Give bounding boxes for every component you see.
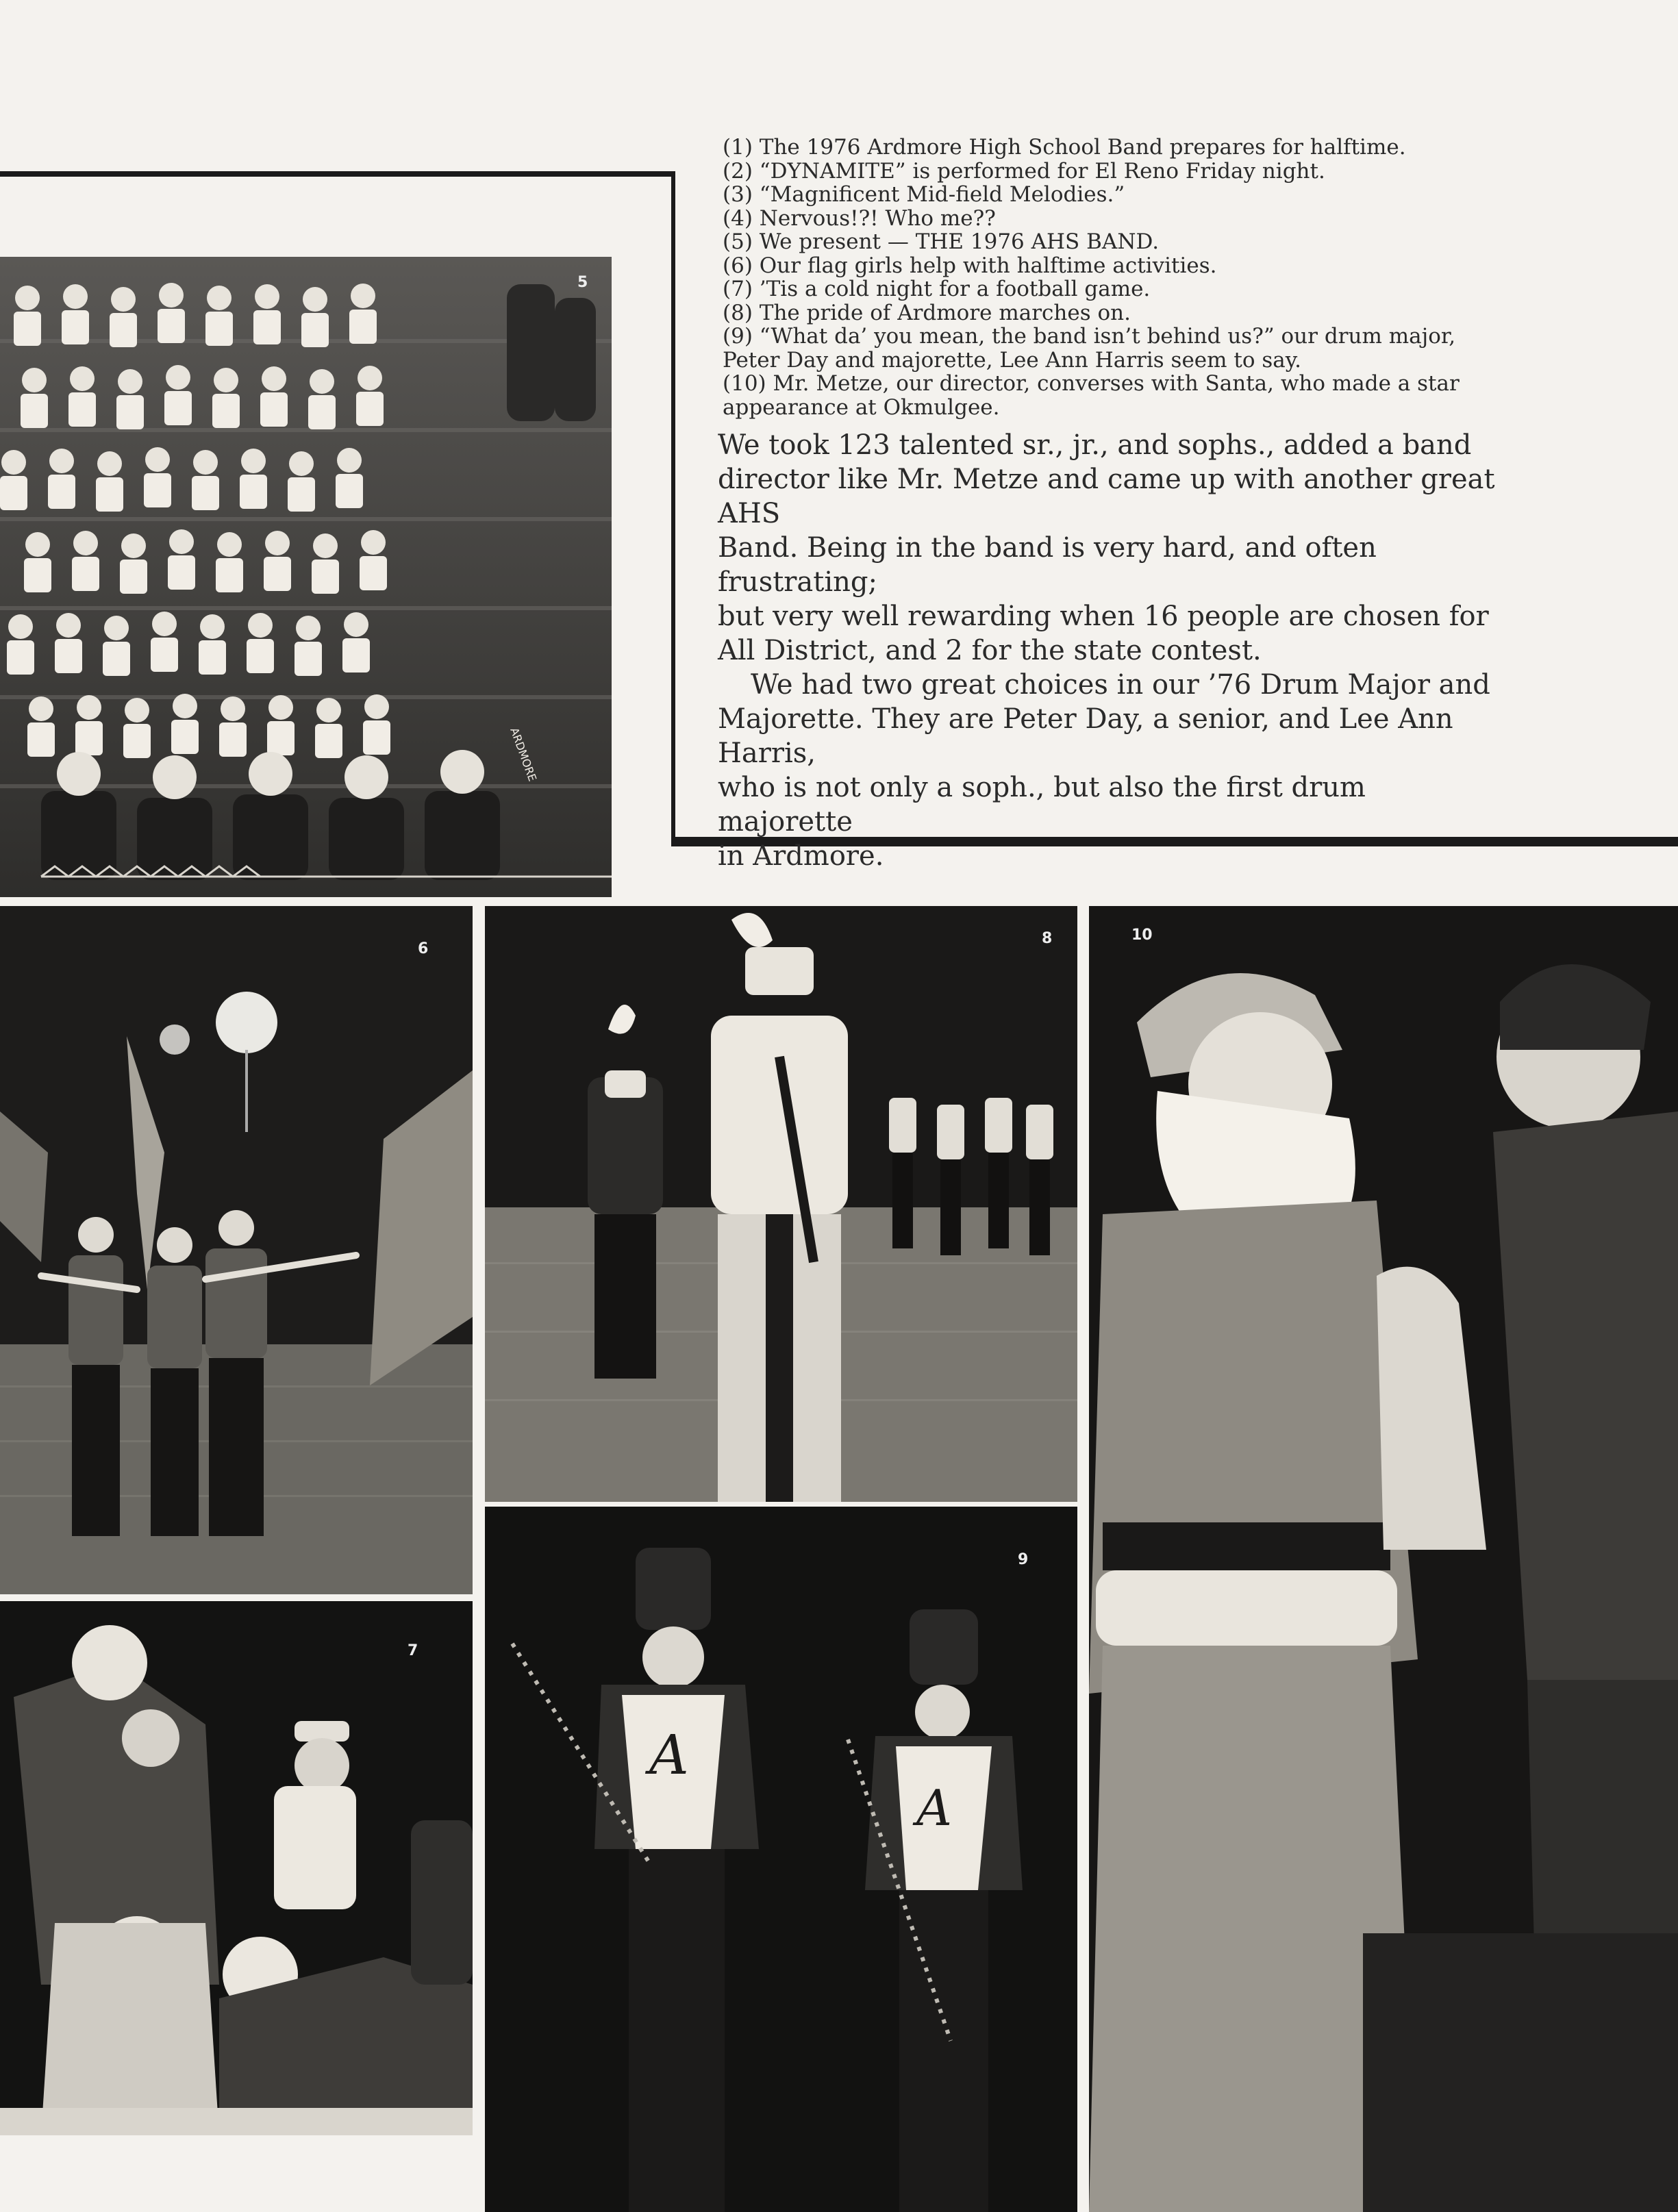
photo-number: 6: [418, 940, 429, 957]
photo-cold-night-crowd: [0, 1601, 473, 2135]
santa-director-illustration: [1089, 906, 1678, 2212]
body-line: We took 123 talented sr., jr., and sophs., added a band: [718, 429, 1472, 461]
body-line: Majorette. They are Peter Day, a senior, and Lee Ann Harris,: [718, 703, 1453, 769]
caption-line: (5) We present — THE 1976 AHS BAND.: [723, 229, 1160, 254]
photo-marching-band: [485, 906, 1077, 1502]
photo-flag-girls: [0, 906, 473, 1594]
photo-number: 10: [1131, 927, 1153, 944]
body-line: Band. Being in the band is very hard, and often frustrating;: [718, 532, 1377, 598]
caption-line: Peter Day and majorette, Lee Ann Harris seem to say.: [723, 347, 1302, 373]
band-bleachers-illustration: [0, 257, 612, 897]
caption-line: (4) Nervous!?! Who me??: [723, 205, 996, 231]
drum-major-illustration: [485, 1507, 1077, 2212]
caption-line: (8) The pride of Ardmore marches on.: [723, 300, 1131, 325]
uniform-letter: A: [916, 1779, 952, 1837]
photo-number: 7: [408, 1642, 418, 1659]
body-line: but very well rewarding when 16 people are chosen for: [718, 601, 1489, 632]
body-line: We had two great choices in our ’76 Drum Major and: [751, 669, 1490, 701]
photo-drum-major-majorette: [485, 1507, 1077, 2212]
caption-line: (2) “DYNAMITE” is performed for El Reno Friday night.: [723, 158, 1325, 184]
caption-line: appearance at Okmulgee.: [723, 394, 1000, 420]
flag-girls-illustration: [0, 906, 473, 1594]
photo-band-bleachers: [0, 257, 612, 897]
frame-top-border: [0, 171, 671, 177]
caption-line: (10) Mr. Metze, our director, converses with Santa, who made a star: [723, 371, 1460, 396]
photo-number: 5: [577, 274, 588, 291]
photo-santa-director: [1089, 906, 1678, 2212]
svg-text:ARDMORE: ARDMORE: [508, 725, 540, 783]
photo-number: 8: [1042, 930, 1053, 947]
body-line: in Ardmore.: [718, 840, 884, 872]
body-line: director like Mr. Metze and came up with another great AHS: [718, 464, 1495, 529]
photo-captions: [723, 136, 1661, 419]
body-line: All District, and 2 for the state contest.: [718, 635, 1262, 666]
body-text: [718, 428, 1505, 873]
marching-band-illustration: [485, 906, 1077, 1502]
body-line: who is not only a soph., but also the first drum majorette: [718, 772, 1366, 838]
cold-night-crowd-illustration: [0, 1601, 473, 2135]
caption-line: (9) “What da’ you mean, the band isn’t behind us?” our drum major,: [723, 324, 1456, 349]
caption-line: (6) Our flag girls help with halftime activities.: [723, 253, 1217, 278]
uniform-letter: A: [649, 1723, 689, 1787]
caption-line: (1) The 1976 Ardmore High School Band prepares for halftime.: [723, 135, 1406, 160]
caption-line: (7) ’Tis a cold night for a football game.: [723, 277, 1151, 301]
caption-line: (3) “Magnificent Mid-field Melodies.”: [723, 182, 1125, 207]
photo-number: 9: [1018, 1551, 1029, 1568]
